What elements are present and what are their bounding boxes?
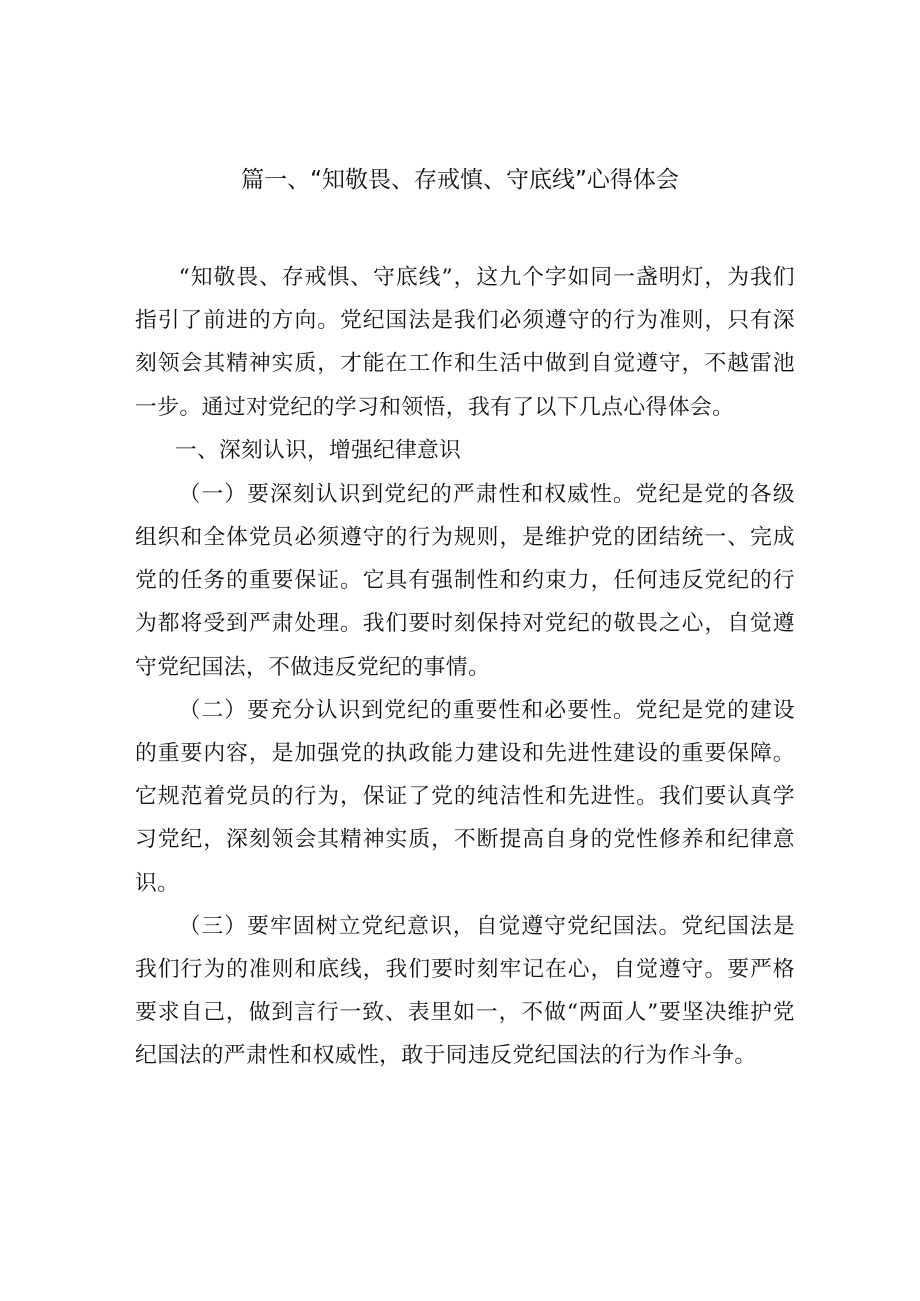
document-body xyxy=(135,256,795,1078)
section-heading: 一、深刻认识，增强纪律意识 xyxy=(175,437,461,463)
intro-paragraph: “知敬畏、存戒惧、守底线”，这九个字如同一盏明灯，为我们指引了前进的方向。党纪国法是我们必须遵守的行为准则，只有深刻领会其精神实质，才能在工作和生活中做到自觉遵守，不越雷池一步。通过对党纪的学习和领悟，我有了以下几点心得体会。 xyxy=(135,265,795,420)
section-paragraph-3: （三）要牢固树立党纪意识，自觉遵守党纪国法。党纪国法是我们行为的准则和底线，我们要时刻牢记在心，自觉遵守。要严格要求自己，做到言行一致、表里如一，不做“两面人”要坚决维护党纪国法的严肃性和权威性，敢于同违反党纪国法的行为作斗争。 xyxy=(135,913,795,1069)
document-title: 篇一、“知敬畏、存戒慎、守底线”心得体会 xyxy=(241,167,679,193)
section-paragraph-1: （一）要深刻认识到党纪的严肃性和权威性。党纪是党的各级组织和全体党员必须遵守的行为规则，是维护党的团结统一、完成党的任务的重要保证。它具有强制性和约束力，任何违反党纪的行为都将受到严肃处理。我们要时刻保持对党纪的敬畏之心，自觉遵守党纪国法，不做违反党纪的事情。 xyxy=(135,481,795,680)
section-paragraph-2: （二）要充分认识到党纪的重要性和必要性。党纪是党的建设的重要内容，是加强党的执政能力建设和先进性建设的重要保障。它规范着党员的行为，保证了党的纯洁性和先进性。我们要认真学习党纪，深刻领会其精神实质，不断提高自身的党性修养和纪律意识。 xyxy=(135,697,795,896)
